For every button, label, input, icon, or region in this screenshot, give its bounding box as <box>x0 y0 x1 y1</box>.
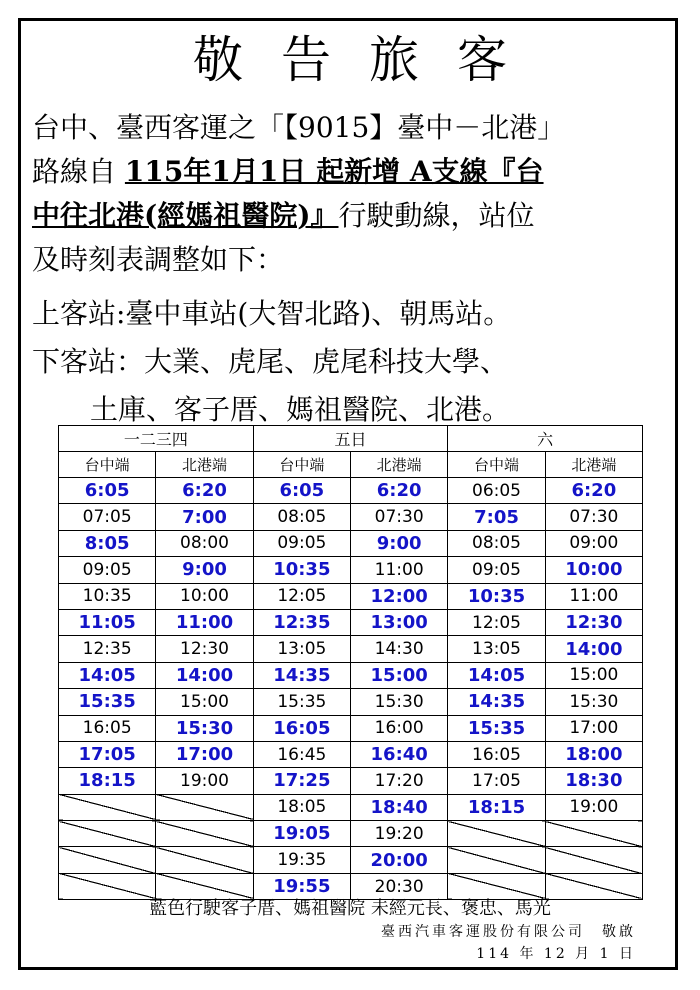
timetable-row <box>59 847 643 873</box>
departure-time-cell: 11:00 <box>351 557 448 583</box>
departure-time-cell: 12:30 <box>156 636 253 662</box>
departure-time-cell: 17:05 <box>448 768 545 794</box>
empty-slot-cell <box>59 873 156 899</box>
departure-time-cell: 16:00 <box>351 715 448 741</box>
departure-time-cell: 08:00 <box>156 530 253 556</box>
timetable-row <box>59 821 643 847</box>
departure-time-cell: 10:00 <box>156 583 253 609</box>
stops-section <box>32 290 672 434</box>
day-header-row <box>59 426 643 452</box>
departure-time-cell: 15:00 <box>351 662 448 688</box>
departure-time-cell: 19:35 <box>253 847 350 873</box>
departure-time-cell: 11:00 <box>545 583 642 609</box>
departure-time-cell: 10:00 <box>545 557 642 583</box>
departure-time-cell: 16:05 <box>59 715 156 741</box>
departure-time-cell: 18:05 <box>253 794 350 820</box>
intro-line-4: 及時刻表調整如下： <box>32 243 285 276</box>
departure-time-cell: 9:00 <box>156 557 253 583</box>
departure-time-cell: 14:30 <box>351 636 448 662</box>
departure-time-cell: 07:05 <box>59 504 156 530</box>
notice-title: 敬告旅客 <box>193 31 545 89</box>
departure-time-cell: 17:05 <box>59 741 156 767</box>
departure-time-cell: 13:05 <box>253 636 350 662</box>
departure-time-cell: 12:30 <box>545 609 642 635</box>
empty-slot-cell <box>545 821 642 847</box>
departure-time-cell: 15:35 <box>253 689 350 715</box>
departure-time-cell: 6:05 <box>253 478 350 504</box>
departure-time-cell: 18:00 <box>545 741 642 767</box>
departure-time-cell: 18:30 <box>545 768 642 794</box>
intro-paragraph <box>32 106 672 282</box>
departure-time-cell: 06:05 <box>448 478 545 504</box>
empty-slot-cell <box>156 794 253 820</box>
intro-line-2-prefix: 路線自 <box>32 155 125 188</box>
departure-time-cell: 14:35 <box>253 662 350 688</box>
departure-time-cell: 10:35 <box>59 583 156 609</box>
timetable-row <box>59 530 643 556</box>
departure-time-cell: 15:35 <box>59 689 156 715</box>
intro-effective-date: 115年1月1日 起新增 A支線『台 <box>124 155 544 188</box>
departure-time-cell: 16:45 <box>253 741 350 767</box>
departure-time-cell: 13:05 <box>448 636 545 662</box>
timetable-row <box>59 794 643 820</box>
departure-time-cell: 12:00 <box>351 583 448 609</box>
departure-time-cell: 15:00 <box>545 662 642 688</box>
departure-time-cell: 15:35 <box>448 715 545 741</box>
day-header-fri-sun: 五日 <box>253 426 448 452</box>
timetable-row <box>59 873 643 899</box>
timetable-row <box>59 609 643 635</box>
departure-time-cell: 17:20 <box>351 768 448 794</box>
departure-time-cell: 12:05 <box>253 583 350 609</box>
departure-time-cell: 07:30 <box>545 504 642 530</box>
departure-time-cell: 7:05 <box>448 504 545 530</box>
timetable-row <box>59 583 643 609</box>
departure-time-cell: 14:35 <box>448 689 545 715</box>
departure-time-cell: 18:40 <box>351 794 448 820</box>
departure-time-cell: 18:15 <box>448 794 545 820</box>
empty-slot-cell <box>545 873 642 899</box>
timetable-body <box>59 478 643 900</box>
departure-time-cell: 14:00 <box>156 662 253 688</box>
departure-time-cell: 10:35 <box>253 557 350 583</box>
departure-time-cell: 09:05 <box>448 557 545 583</box>
terminal-header: 台中端 <box>59 452 156 478</box>
departure-time-cell: 14:05 <box>448 662 545 688</box>
departure-time-cell: 08:05 <box>253 504 350 530</box>
departure-time-cell: 09:05 <box>253 530 350 556</box>
route-note: 藍色行駛客子厝、媽祖醫院 未經元長、褒忠、馬光 <box>149 898 551 919</box>
empty-slot-cell <box>545 847 642 873</box>
departure-time-cell: 16:40 <box>351 741 448 767</box>
empty-slot-cell <box>156 847 253 873</box>
departure-time-cell: 11:00 <box>156 609 253 635</box>
day-header-sat: 六 <box>448 426 643 452</box>
timetable-row <box>59 768 643 794</box>
departure-time-cell: 07:30 <box>351 504 448 530</box>
departure-time-cell: 20:30 <box>351 873 448 899</box>
departure-time-cell: 15:00 <box>156 689 253 715</box>
departure-time-cell: 16:05 <box>253 715 350 741</box>
timetable-row <box>59 478 643 504</box>
intro-line-1: 台中、臺西客運之「【9015】臺中－北港」 <box>32 111 566 144</box>
intro-line-2 <box>32 150 672 194</box>
departure-time-cell: 6:20 <box>156 478 253 504</box>
departure-time-cell: 10:35 <box>448 583 545 609</box>
departure-time-cell: 17:00 <box>545 715 642 741</box>
departure-time-cell: 19:05 <box>253 821 350 847</box>
alighting-stops-2: 土庫、客子厝、媽祖醫院、北港。 <box>90 393 511 426</box>
day-header-weekday: 一二三四 <box>59 426 254 452</box>
departure-time-cell: 11:05 <box>59 609 156 635</box>
departure-time-cell: 7:00 <box>156 504 253 530</box>
departure-time-cell: 6:20 <box>351 478 448 504</box>
terminal-header: 北港端 <box>156 452 253 478</box>
departure-time-cell: 19:00 <box>545 794 642 820</box>
terminal-header: 台中端 <box>448 452 545 478</box>
timetable-row <box>59 741 643 767</box>
intro-line-3-suffix: 行駛動線，站位 <box>338 199 535 232</box>
departure-time-cell: 19:00 <box>156 768 253 794</box>
departure-time-cell: 15:30 <box>545 689 642 715</box>
empty-slot-cell <box>448 847 545 873</box>
terminal-header: 北港端 <box>351 452 448 478</box>
intro-line-3 <box>32 194 672 238</box>
departure-time-cell: 09:00 <box>545 530 642 556</box>
empty-slot-cell <box>59 847 156 873</box>
departure-time-cell: 19:55 <box>253 873 350 899</box>
empty-slot-cell <box>448 821 545 847</box>
departure-time-cell: 18:15 <box>59 768 156 794</box>
terminal-header-row <box>59 452 643 478</box>
timetable-row <box>59 557 643 583</box>
intro-branch-name: 中往北港(經媽祖醫院)』 <box>32 199 339 232</box>
departure-time-cell: 20:00 <box>351 847 448 873</box>
departure-time-cell: 17:00 <box>156 741 253 767</box>
boarding-stops: 上客站:臺中車站(大智北路)、朝馬站。 <box>32 297 512 330</box>
timetable-row <box>59 689 643 715</box>
terminal-header: 台中端 <box>253 452 350 478</box>
departure-time-cell: 08:05 <box>448 530 545 556</box>
timetable <box>58 425 643 900</box>
departure-time-cell: 6:05 <box>59 478 156 504</box>
departure-time-cell: 9:00 <box>351 530 448 556</box>
departure-time-cell: 12:05 <box>448 609 545 635</box>
empty-slot-cell <box>448 873 545 899</box>
departure-time-cell: 8:05 <box>59 530 156 556</box>
empty-slot-cell <box>59 821 156 847</box>
empty-slot-cell <box>59 794 156 820</box>
empty-slot-cell <box>156 873 253 899</box>
departure-time-cell: 19:20 <box>351 821 448 847</box>
departure-time-cell: 15:30 <box>156 715 253 741</box>
timetable-row <box>59 662 643 688</box>
notice-date: 114 年 12 月 1 日 <box>476 946 636 962</box>
terminal-header: 北港端 <box>545 452 642 478</box>
departure-time-cell: 6:20 <box>545 478 642 504</box>
departure-time-cell: 12:35 <box>253 609 350 635</box>
departure-time-cell: 16:05 <box>448 741 545 767</box>
timetable-row <box>59 504 643 530</box>
company-signature: 臺西汽車客運股份有限公司 敬啟 <box>381 924 636 940</box>
alighting-stops-1: 下客站：大業、虎尾、虎尾科技大學、 <box>32 345 509 378</box>
departure-time-cell: 12:35 <box>59 636 156 662</box>
timetable-row <box>59 636 643 662</box>
timetable-row <box>59 715 643 741</box>
departure-time-cell: 14:05 <box>59 662 156 688</box>
departure-time-cell: 15:30 <box>351 689 448 715</box>
departure-time-cell: 09:05 <box>59 557 156 583</box>
empty-slot-cell <box>156 821 253 847</box>
departure-time-cell: 17:25 <box>253 768 350 794</box>
departure-time-cell: 14:00 <box>545 636 642 662</box>
departure-time-cell: 13:00 <box>351 609 448 635</box>
